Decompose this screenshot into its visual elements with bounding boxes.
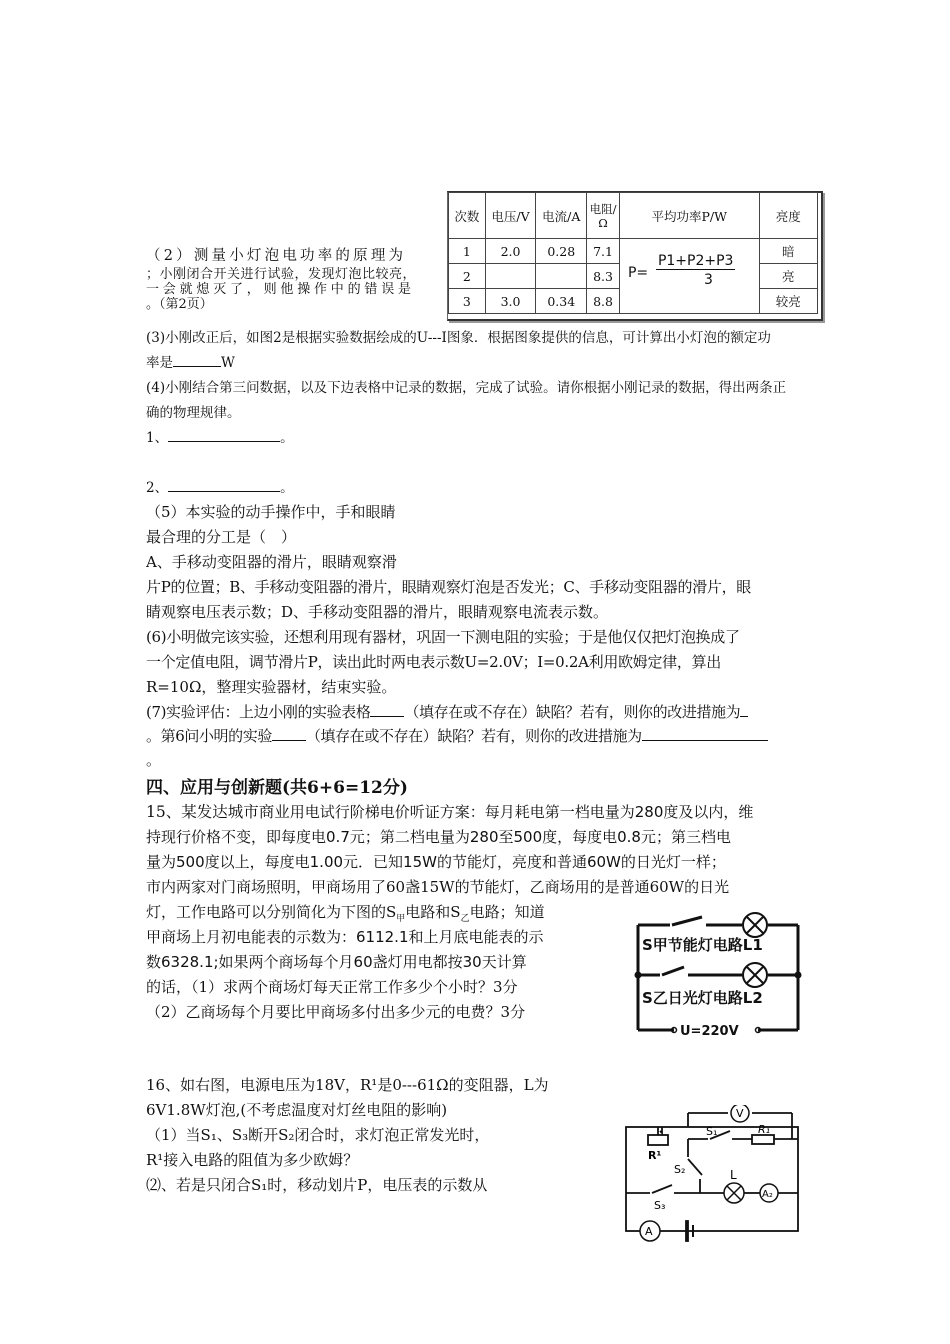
q15-line6: 甲商场上月初电能表的示数为：6112.1和上月底电能表的示: [146, 928, 544, 946]
q7-line2: 。第6问小明的实验 （填存在或不存在）缺陷？若有，则你的改进措施为: [146, 724, 768, 749]
lamp-icon: [724, 1183, 744, 1203]
q15-line3: 量为500度以上，每度电1.00元．已知15W的节能灯，亮度和普通60W的日光灯一样；: [146, 853, 726, 871]
q16-line3: （1）当S₁、S₃断开S₂闭合时，求灯泡正常发光时，: [146, 1126, 490, 1144]
ammeter-label: A: [645, 1225, 653, 1238]
section-4-title: 四、应用与创新题(共6+6=12分): [146, 778, 408, 798]
circuit-label-l2: S乙日光灯电路L2: [642, 989, 763, 1007]
switch-s2-label: S₂: [674, 1163, 686, 1176]
th-resistance: 电阻/Ω: [587, 193, 620, 239]
rheostat-label: R¹: [648, 1149, 662, 1162]
th-current: 电流/A: [536, 193, 587, 239]
q3-answer-blank[interactable]: [173, 352, 221, 367]
data-table: [448, 192, 818, 314]
switch-s3-label: S₃: [654, 1199, 666, 1212]
q16-line5: ⑵、若是只闭合S₁时，移动划片P，电压表的示数从: [146, 1176, 488, 1194]
q5-line5: 睛观察电压表示数；D、手移动变阻器的滑片，眼睛观察电流表示数。: [146, 603, 609, 621]
q15-line1: 15、某发达城市商业用电试行阶梯电价听证方案：每月耗电第一档电量为280度及以内，维: [146, 803, 754, 821]
q15-line9: （2）乙商场每个月要比甲商场多付出多少元的电费？3分: [146, 1003, 526, 1021]
q5-line4: 片P的位置；B、手移动变阻器的滑片，眼睛观察灯泡是否发光；C、手移动变阻器的滑片，眼: [146, 578, 751, 596]
q4-item1: 1、 。: [146, 426, 294, 451]
th-voltage: 电压/V: [485, 193, 536, 239]
q16-line2: 6V1.8W灯泡,(不考虑温度对灯丝电阻的影响): [146, 1101, 448, 1119]
q6-line1: (6)小明做完该实验，还想利用现有器材，巩固一下测电阻的实验；于是他仅仅把灯泡换成了: [146, 628, 740, 646]
q7-blank-1[interactable]: [370, 702, 404, 717]
formula-denominator: 3: [703, 272, 713, 288]
q7-blank-4[interactable]: [642, 726, 768, 741]
th-count: 次数: [449, 193, 486, 239]
q7-line3: 。: [146, 751, 162, 769]
power-formula-cell: [619, 239, 759, 314]
q15-line8: 的话，（1）求两个商场灯每天正常工作多少个小时？3分: [146, 978, 518, 996]
q2-line1: （2）测量小灯泡电功率的原理为: [146, 248, 407, 264]
q2-line2: ；小刚闭合开关进行试验，发现灯泡比较亮，: [146, 267, 417, 282]
q15-line4: 市内两家对门商场照明，甲商场用了60盏15W的节能灯，乙商场用的是普通60W的日光: [146, 878, 730, 896]
q16-line1: 16、如右图，电源电压为18V，R¹是0---61Ω的变阻器，L为: [146, 1076, 549, 1094]
lamp-label: L: [730, 1168, 737, 1182]
circuit-label-voltage: U=220V: [680, 1024, 739, 1039]
shop-lighting-circuit-diagram: [630, 905, 810, 1040]
voltmeter-label: V: [736, 1107, 744, 1120]
q4-line2: 确的物理规律。: [146, 405, 241, 421]
q6-line3: R=10Ω，整理实验器材，结束实验。: [146, 678, 397, 696]
q7-blank-3[interactable]: [272, 726, 306, 741]
q4-item2: 2、 。: [146, 476, 294, 501]
q2-line4: 。（第2页）: [146, 297, 213, 312]
formula-lhs: P=: [627, 265, 649, 281]
rheostat-circuit-diagram: [620, 1105, 805, 1245]
q6-line2: 一个定值电阻，调节滑片P，读出此时两电表示数U=2.0V；I=0.2A利用欧姆定律，算出: [146, 653, 721, 671]
q4-line1: (4)小刚结合第三问数据，以及下边表格中记录的数据，完成了试验。请你根据小刚记录的数据，得出两条正: [146, 380, 787, 396]
q15-line5: 灯，工作电路可以分别简化为下图的$S_甲$电路和$S_乙$电路；知道: [146, 903, 545, 924]
q7-line1: (7)实验评估：上边小刚的实验表格 （填存在或不存在）缺陷？若有，则你的改进措施为: [146, 700, 748, 725]
ammeter-a2-label: A₂: [762, 1189, 773, 1200]
q4-blank-1[interactable]: [168, 427, 280, 442]
th-power: 平均功率P/W: [619, 193, 759, 239]
q7-blank-2[interactable]: [740, 702, 748, 717]
q2-line3: 一会就熄灭了，则他操作中的错误是: [146, 282, 415, 297]
q5-line1: （5）本实验的动手操作中，手和眼睛: [146, 503, 396, 521]
table-row: 2 8.3 亮: [449, 264, 818, 289]
q5-line2: 最合理的分工是（ ）: [146, 528, 297, 546]
q15-line2: 持现行价格不变，即每度电0.7元；第二档电量为280至500度，每度电0.8元；第三档电: [146, 828, 731, 846]
th-brightness: 亮度: [759, 193, 817, 239]
q16-line4: R¹接入电路的阻值为多少欧姆？: [146, 1151, 359, 1169]
q3-line1: (3)小刚改正后，如图2是根据实验数据绘成的U---I图象．根据图象提供的信息，可计算出小灯泡的额定功: [146, 330, 771, 346]
lamp-icon: [743, 963, 767, 987]
resistor-r1-label: R₁: [758, 1123, 771, 1136]
table-row: 3 3.0 0.34 8.8 较亮: [449, 289, 818, 314]
q5-line3: A、手移动变阻器的滑片，眼睛观察滑: [146, 553, 397, 571]
lamp-icon: [743, 913, 767, 937]
formula-numerator: P1+P2+P3: [657, 253, 734, 269]
q3-line2: 率是 W: [146, 351, 235, 376]
q4-blank-2[interactable]: [168, 477, 280, 492]
q15-line7: 数6328.1;如果两个商场每个月60盏灯用电都按30天计算: [146, 953, 527, 971]
switch-s1-label: S₁: [706, 1125, 718, 1138]
table-row: 1 2.0 0.28 7.1 P= P1+P2+P3 3 暗: [449, 239, 818, 264]
circuit-label-l1: S甲节能灯电路L1: [642, 936, 763, 954]
